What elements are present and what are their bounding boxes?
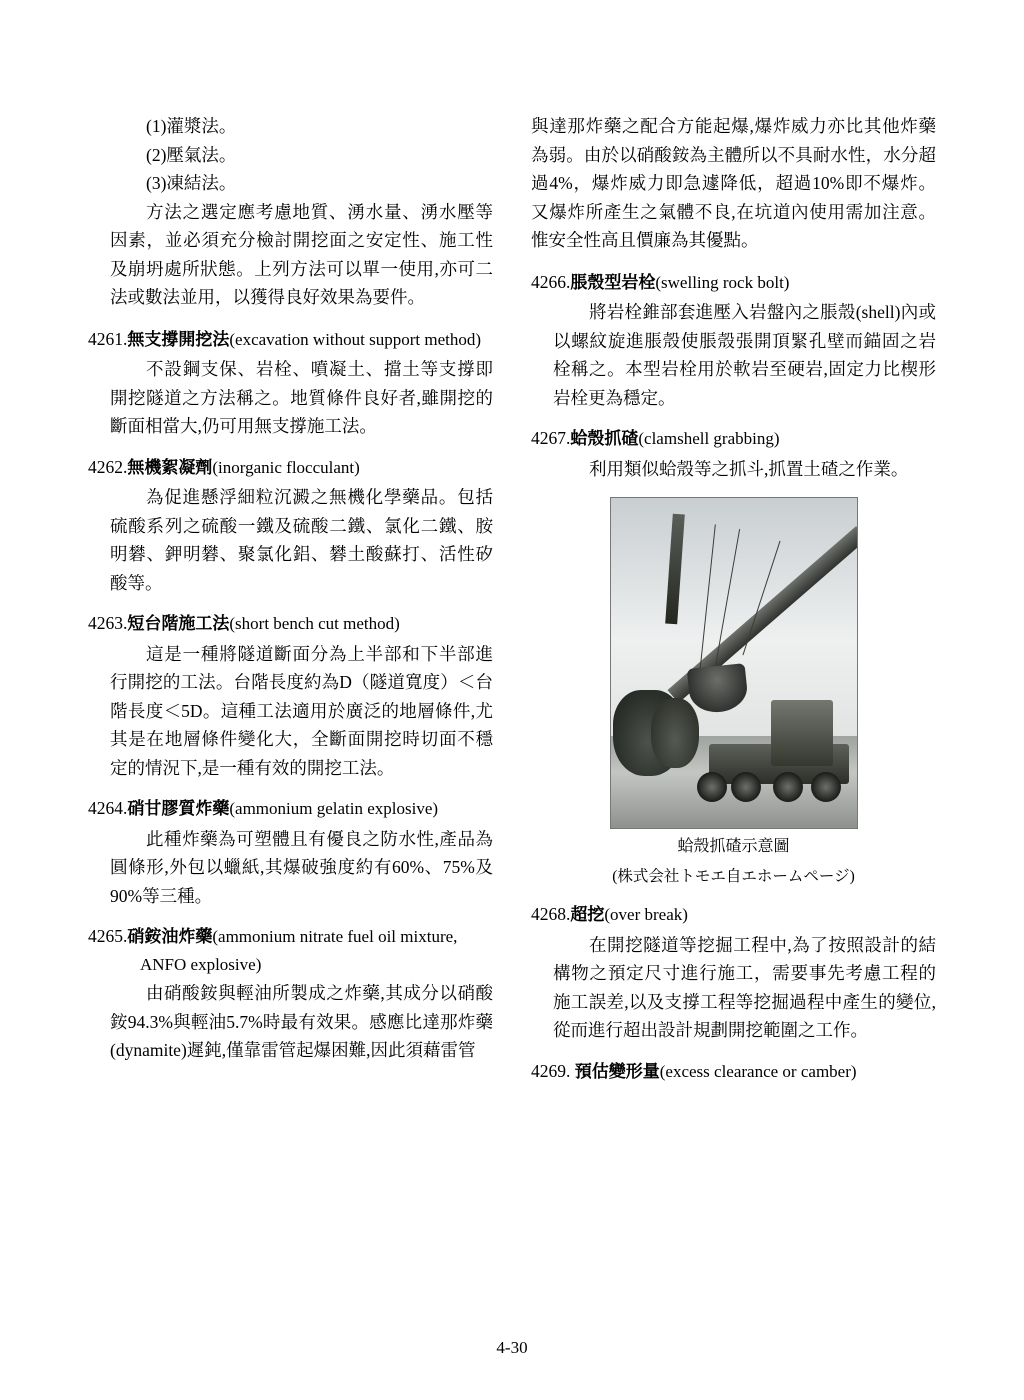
entry-4263 (88, 610, 493, 782)
entry-title-cn: 超挖 (570, 905, 605, 926)
intro-paragraph: 方法之選定應考慮地質、湧水量、湧水壓等因素，並必須充分檢討開挖面之安定性、施工性及崩坍處所狀態。上列方法可以單一使用,亦可二法或數法並用，以獲得良好效果為要件。 (110, 201, 493, 308)
entry-number: 4262. (88, 456, 128, 477)
entry-4261 (88, 326, 493, 441)
entry-heading (531, 425, 936, 453)
entry-body: 此種炸藥為可塑體且有優良之防水性,產品為圓條形,外包以蠟紙,其爆破強度約有60%、75%及90%等三種。 (110, 828, 493, 906)
right-column (531, 112, 936, 1098)
entry-title-cn: 蛤殼抓碴 (570, 429, 639, 450)
figure-source: (株式会社トモエ自エホームページ) (612, 868, 855, 886)
entry-title-en: (inorganic flocculant) (212, 457, 360, 477)
entry-number: 4264. (88, 798, 128, 819)
entry-4264 (88, 795, 493, 910)
entry-body: 利用類似蛤殼等之抓斗,抓置土碴之作業。 (589, 458, 909, 479)
entry-4269 (531, 1058, 936, 1086)
entry-heading (88, 923, 493, 977)
entry-number: 4269. (531, 1060, 575, 1081)
entry-title-cn: 短台階施工法 (127, 614, 230, 635)
entry-body: 這是一種將隧道斷面分為上半部和下半部進行開挖的工法。台階長度約為D（隧道寬度）＜台階長度＜5D。這種工法適用於廣泛的地層條件,尤其是在地層條件變化大，全斷面開挖時切面不穩定的情況下,是一種有效的開挖工法。 (110, 643, 493, 778)
list-item: (2)壓氣法。 (146, 144, 237, 165)
entry-4266 (531, 269, 936, 413)
entry-title-en: (excavation without support method) (229, 329, 482, 349)
entry-number: 4267. (531, 428, 571, 449)
left-column (88, 112, 493, 1098)
entry-number: 4263. (88, 613, 128, 634)
entry-4262 (88, 454, 493, 598)
entry-heading (88, 454, 493, 482)
entry-title-en: (over break) (604, 905, 688, 925)
entry-4268 (531, 901, 936, 1045)
figure-caption: 蛤殼抓碴示意圖 (677, 838, 790, 856)
entry-body: 為促進懸浮細粒沉澱之無機化學藥品。包括硫酸系列之硫酸一鐵及硫酸二鐵、氯化二鐵、胺明礬、鉀明礬、聚氯化鋁、礬土酸蘇打、活性矽酸等。 (110, 487, 493, 593)
crane-cab (771, 700, 833, 766)
entry-title-cn: 無支撐開挖法 (127, 329, 230, 350)
entry-body: 由硝酸銨與輕油所製成之炸藥,其成分以硝酸銨94.3%與輕油5.7%時最有效果。感應比達那炸藥(dynamite)遲鈍,僅靠雷管起爆困難,因此須藉雷管 (110, 983, 493, 1061)
entry-4267 (531, 425, 936, 888)
entry-heading (531, 269, 936, 297)
entry-heading (88, 610, 493, 638)
entry-number: 4268. (531, 904, 571, 925)
entry-title-cn: 預估變形量 (574, 1061, 660, 1082)
crane-wheel (731, 772, 761, 802)
list-item: (3)凍結法。 (146, 173, 237, 194)
entry-title-en: (short bench cut method) (229, 614, 400, 634)
entry-title-cn: 硝銨油炸藥 (127, 927, 213, 948)
entry-title-en: (ammonium gelatin explosive) (229, 799, 439, 819)
entry-number: 4261. (88, 328, 128, 349)
entry-heading (531, 1058, 936, 1086)
entry-body: 將岩栓錐部套進壓入岩盤內之脹殼(shell)內或以螺紋旋進脹殼使脹殼張開頂緊孔壁而錨固之岩栓稱之。本型岩栓用於軟岩至硬岩,固定力比楔形岩栓更為穩定。 (553, 302, 936, 408)
clamshell-crane-photo (610, 497, 858, 829)
entry-title-en: (swelling rock bolt) (655, 272, 790, 292)
entry-4265 (88, 923, 493, 1065)
entry-title-cn: 脹殼型岩栓 (570, 272, 656, 293)
entry-number: 4266. (531, 271, 571, 292)
two-column-layout (88, 112, 936, 1098)
entry-title-en: (clamshell grabbing) (638, 429, 780, 449)
list-item: (1)灌漿法。 (146, 116, 237, 136)
page-number: 4-30 (496, 1338, 528, 1357)
entry-heading (531, 901, 936, 929)
crane-wheel (811, 772, 841, 802)
entry-title-cn: 無機絮凝劑 (127, 457, 213, 478)
figure-clamshell (531, 497, 936, 888)
entry-title-en: (excess clearance or camber) (659, 1061, 857, 1081)
photo-bush (651, 698, 699, 768)
crane-wheel (697, 772, 727, 802)
entry-body: 在開挖隧道等挖掘工程中,為了按照設計的結構物之預定尺寸進行施工，需要事先考慮工程的施工誤差,以及支撐工程等挖掘過程中產生的變位,從而進行超出設計規劃開挖範圍之工作。 (553, 934, 936, 1041)
entry-number: 4265. (88, 926, 128, 947)
entry-title-en: (ammonium nitrate fuel oil mixture, ANFO explosive) (140, 927, 458, 974)
entry-title-cn: 硝甘膠質炸藥 (127, 799, 230, 820)
entry-body: 不設鋼支保、岩栓、噴凝土、擋土等支撐即開挖隧道之方法稱之。地質條件良好者,雖開挖的斷面相當大,仍可用無支撐施工法。 (110, 359, 493, 437)
continued-paragraph: 與達那炸藥之配合方能起爆,爆炸威力亦比其他炸藥為弱。由於以硝酸銨為主體所以不具耐水性，水分超過4%，爆炸威力即急遽降低，超過10%即不爆炸。又爆炸所產生之氣體不良,在坑道內使用需加注意。惟安全性高且價廉為其優點。 (531, 116, 936, 251)
crane-wheel (773, 772, 803, 802)
entry-heading (88, 795, 493, 823)
entry-heading (88, 326, 493, 354)
